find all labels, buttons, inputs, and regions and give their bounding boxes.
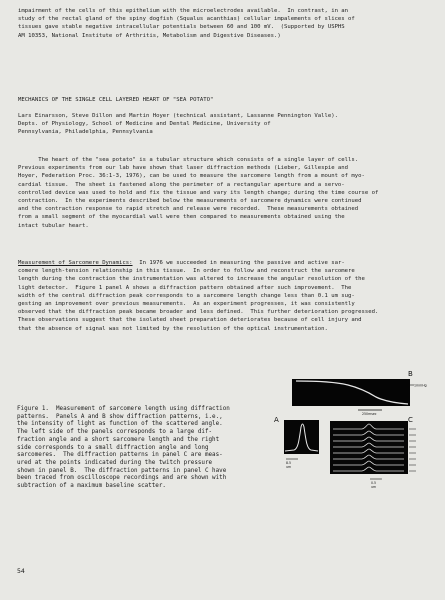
panel-c-scale-unit: um [371,485,377,489]
paragraph-intro: impairment of the cells of this epithelium with the microelectrodes available. In contrast, in an study of the rectal gland of the spiny dogfish (Squalus acanthias) cellular impalements of slices of tissues gave stable negative intracellular potentials between 60 and 100 mV. (Supported by USPHS AM 10353, National Institute of Arthritis, Metabolism and Digestive Diseases.) [18,8,355,39]
panel-a-scale-unit: um [286,465,292,469]
panel-a-label: A [274,416,279,424]
section-heading: MECHANICS OF THE SINGLE CELL LAYERED HEART OF "SEA POTATO" [18,97,214,103]
panel-b-label: B [408,370,413,378]
paragraph-background: The heart of the "sea potato" is a tubular structure which consists of a single layer of cells. Previous experiments from our lab have shown that laser diffraction methods (Lieber, Gillespie and Hoyer, Federation Proc. 36:1-3, 1976), can be used to measure the sarcomere length from a mount of myo- cardial tissue. The sheet is fastened along the perimeter of a rectangular aperture and a servo- controlled device was used to hold and fix the tissue and vary its length change; during the time course of contraction. In the experiments described below the measurements of sarcomere dynamics were continued and the contraction response to rapid stretch and release were recorded. These measurements obtained from a small segment of the myocardial wall were then compared to measurements obtained using the intact tubular heart. [18,157,379,229]
panel-b [292,370,427,416]
subheading-measurement: Measurement of Sarcomere Dynamics: [18,260,133,266]
author-affiliation: Lars Einarsson, Steve Dillon and Martin Hoyer (technical assistant, Lassanne Pennington Valle). Depts. of Physiology, School of Medicine and Dental Medicine, University of Pennsylvania, Philadelphia, Pennsylvania [18,113,338,136]
paragraph-measurement-body: In 1976 we succeeded in measuring the passive and active sar- comere length-tension relationship in this tissue. In order to follow and reconstruct the sarcomere length during the contraction the instrumentation was altered to increase the angular resolution of the light detector. Figure 1 panel A shows a diffraction pattern obtained after such improvement. The width of the central diffraction peak corresponds to a sarcomere length change less than 0.1 um sug- gesting an improvement over previous measurements. As an experiment progresses, it was consistently observed that the diffraction peak became broader and less defined. This further deterioration progressed. These observations suggest that the isolated sheet preparation deteriorates because of cell injury and that the absence of signal was not limited by the resolution of the optical instrumentation. [18,260,379,332]
page-number: 54 [17,567,25,575]
panel-a [274,416,319,469]
panel-c-label: C [408,416,413,424]
paragraph-measurement [18,259,378,333]
panel-c-scale-value: 0.5 [371,481,377,485]
panel-a-scale-value: 8.5 [286,461,292,465]
panel-b-time-scale-label: 250msec [362,412,377,416]
figure-1 [258,367,436,491]
figure-caption: Figure 1. Measurement of sarcomere length using diffraction patterns. Panels A and B show diffraction patterns, i.e., the intensity of light as function of the scattered angle. The left side of the panels corresponds to a large dif- fraction angle and a short sarcomere length and the right side corresponds to a small diffraction angle and long sarcomeres. The diffraction patterns in panel C are meas- ured at the points indicated during the twitch pressure shown in panel B. The diffraction patterns in panel C have been traced from oscilloscope recordings and are shown with subtraction of a maximum baseline scatter. [17,406,230,490]
panel-c-markers [409,429,416,471]
panel-b-tick-label: 1mmHg [414,383,427,388]
panel-c [330,416,416,489]
